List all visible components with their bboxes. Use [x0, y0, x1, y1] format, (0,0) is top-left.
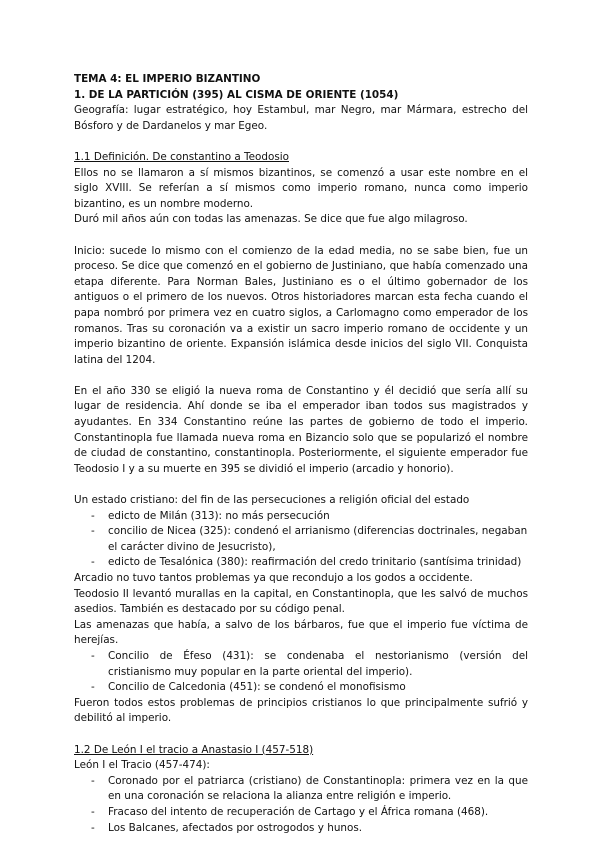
list-item: - concilio de Nicea (325): condenó el arrianismo (diferencias doctrinales, negaban el carácter divino de Jesucristo),: [91, 525, 528, 553]
paragraph: Arcadio no tuvo tantos problemas ya que recondujo a los godos a occidente.: [74, 572, 473, 584]
section-1-1-title: 1.1 Definición. De constantino a Teodosio: [74, 150, 289, 163]
list-item: - Los Balcanes, afectados por ostrogodos y hunos.: [91, 821, 363, 834]
paragraph: Duró mil años aún con todas las amenazas. Se dice que fue algo milagroso.: [74, 213, 468, 226]
list-item: - Coronado por el patriarca (cristiano) de Constantinopla: primera vez en la que en una coronación se relaciona la alianza entre religión e imperio.: [91, 774, 528, 803]
list-leon-i: [74, 774, 528, 836]
section-1-2-title: 1.2 De León I el tracio a Anastasio I (457-518): [74, 743, 314, 756]
list-item: - Fracaso del intento de recuperación de Cartago y el África romana (468).: [91, 805, 489, 818]
list-item: - Concilio de Calcedonia (451): se condenó el monofisismo: [91, 681, 406, 694]
list-concilios-edictos: [74, 509, 528, 571]
list-herejias: [74, 649, 528, 696]
document-title: TEMA 4: EL IMPERIO BIZANTINO: [74, 73, 261, 85]
list-item: - edicto de Milán (313): no más persecución: [91, 509, 330, 522]
paragraph: En el año 330 se eligió la nueva roma de Constantino y él decidió que sería allí su lugar de residencia. Ahí donde se iba el emperador iban todos sus magistrados y ayudantes. En 334 Constantino reúne las partes de gobierno de todo el imperio. Constantinopla fue llamada nueva roma en Bizancio solo que se popularizó el nombre de ciudad de constantino, constantinopla. Posteriormente, el siguiente emperador fue Teodosio I y a su muerte en 395 se dividió el imperio (arcadio y honorio).: [74, 384, 528, 475]
list-item: - edicto de Tesalónica (380): reafirmación del credo trinitario (santísima trinidad): [91, 556, 522, 569]
paragraph: Inicio: sucede lo mismo con el comienzo de la edad media, no se sabe bien, fue un proceso. Se dice que comenzó en el gobierno de Justiniano, que había comenzado una etapa diferente. Para Norman Bales, Justiniano es o el último gobernador de los antiguos o el primero de los nuevos. Otros historiadores marcan esta fecha cuando el papa nombró por primera vez en cuatro siglos, a Carlomagno como emperador de los romanos. Tras su coronación va a existir un sacro imperio romano de occidente y un imperio bizantino de oriente. Expansión islámica desde inicios del siglo VII. Conquista latina del 1204.: [74, 244, 528, 366]
paragraph: Las amenazas que había, a salvo de los bárbaros, fue que el imperio fue víctima de herejías.: [74, 618, 528, 647]
paragraph: Fueron todos estos problemas de principios cristianos lo que principalmente sufrió y debilitó al imperio.: [74, 696, 528, 725]
document-subtitle: 1. DE LA PARTICIÓN (395) AL CISMA DE ORIENTE (1054): [74, 88, 399, 101]
paragraph: León I el Tracio (457-474):: [74, 759, 210, 772]
list-item: - Concilio de Éfeso (431): se condenaba el nestorianismo (versión del cristianismo muy popular en la parte oriental del imperio).: [91, 649, 528, 678]
paragraph: Teodosio II levantó murallas en la capital, en Constantinopla, que les salvó de muchos asedios. También es destacado por su código penal.: [74, 587, 528, 616]
document-body: [74, 72, 528, 836]
geografia-paragraph: Geografía: lugar estratégico, hoy Estambul, mar Negro, mar Mármara, estrecho del Bósforo y de Dardanelos y mar Egeo.: [74, 104, 528, 132]
paragraph: Un estado cristiano: del fin de las persecuciones a religión oficial del estado: [74, 494, 470, 507]
paragraph: Ellos no se llamaron a sí mismos bizantinos, se comenzó a usar este nombre en el siglo XVIII. Se referían a sí mismos como imperio romano, nunca como imperio bizantino, es un nombre moderno.: [74, 166, 528, 210]
